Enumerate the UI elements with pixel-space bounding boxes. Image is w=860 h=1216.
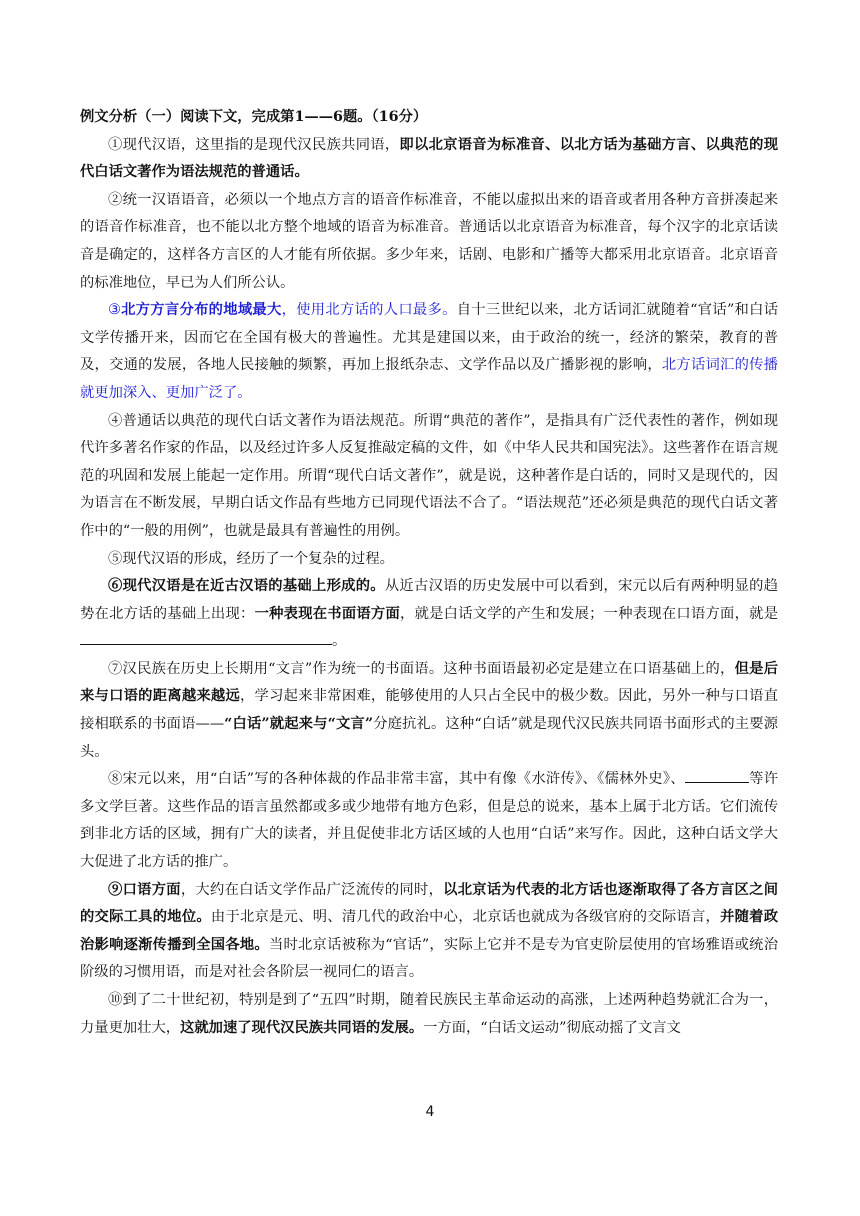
paragraph-8-text: ⑧宋元以来，用“白话”写的各种体裁的作品非常丰富，其中有像《水浒传》、《儒林外史》、 — [108, 771, 685, 788]
paragraph-9-bold: 以北京话为代表的北方话也逐渐取得了各方言区之间的交际工具的地位。 — [80, 881, 779, 926]
paragraph-7-text-3: 分庭抗礼。这种“白话”就是现代汉民族共同语书面形式的主要源头。 — [80, 716, 778, 760]
paragraph-3-blue-end: 北方话词汇的传播就更加深入、更加广泛了。 — [80, 357, 778, 401]
paragraph-9-text-3: 当时北京话被称为“官话”，实际上它并不是专为官吏阶层使用的官场雅语或统治阶级的习惯用语，而是对社会各阶层一视同仁的语言。 — [80, 936, 778, 981]
page-number: 4 — [425, 1104, 435, 1120]
paragraph-6-text-2: ，就是白话文学的产生和发展；一种表现在口语方面，就是 — [400, 605, 778, 622]
paragraph-7-text-2: ，学习起来非常困难，能够使用的人只占全民中的极少数。因此，另外一种与口语直接相联系的书面语—— — [80, 688, 778, 733]
paragraph-1-bold: 即以北京语音为标准音、以北方话为基础方言、以典范的现代白话文著作为语法规范的普通话。 — [80, 136, 778, 181]
paragraph-7-bold-2: “白话”就起来与“文言” — [224, 716, 374, 733]
paragraph-2: ②统一汉语语音，必须以一个地点方言的语音作标准音，不能以虚拟出来的语音或者用各种方音拼凑起来的语音作标准音，也不能以北方整个地域的语音为标准音。普通话以北京语音为标准音，每个汉字的北京话读音是确定的，这样各方言区的人才能有所依据。多少年来，话剧、电影和广播等大都采用北京语音。北京语音的标准地位，早已为人们所公认。 — [80, 191, 778, 291]
paragraph-10-text-2: 一方面，“白话文运动”彻底动摇了文言文 — [423, 1019, 681, 1036]
paragraph-7 — [80, 656, 778, 766]
paragraph-10 — [80, 987, 778, 1042]
paragraph-6-end: 。 — [332, 633, 347, 650]
paragraph-7-text: ⑦汉民族在历史上长期用“文言”作为统一的书面语。这种书面语最初必定是建立在口语基础上的， — [108, 660, 735, 677]
paragraph-3-blue-bold: 北方方言分布的地域最大 — [121, 302, 282, 319]
paragraph-6-bold: 一种表现在书面语方面 — [254, 605, 401, 622]
fill-in-blank-1[interactable] — [80, 630, 332, 645]
paragraph-9-text-2: 由于北京是元、明、清几代的政治中心，北京话也就成为各级官府的交际语言， — [210, 909, 721, 926]
paragraph-6-bold-lead: ⑥现代汉语是在近古汉语的基础上形成的。 — [108, 578, 385, 595]
paragraph-3-blue: ，使用北方话的人口最多。 — [281, 302, 457, 319]
paragraph-10-bold: 这就加速了现代汉民族共同语的发展。 — [180, 1019, 424, 1036]
paragraph-9 — [80, 877, 778, 987]
fill-in-blank-2[interactable] — [685, 768, 749, 783]
paragraph-3-number: ③ — [108, 302, 122, 319]
paragraph-9-bold-2: 并随着政治影响逐渐传播到全国各地。 — [80, 909, 778, 953]
paragraph-10-text: ⑩到了二十世纪初，特别是到了“五四”时期，随着民族民主革命运动的高涨，上述两种趋势就汇合为一，力量更加壮大， — [80, 992, 778, 1036]
paragraph-6 — [80, 573, 778, 656]
paragraph-9-bold-lead: ⑨口语方面 — [108, 881, 181, 898]
exercise-heading: 例文分析（一）阅读下文，完成第1——6题。（16分） — [80, 109, 428, 125]
paragraph-6-text: 从近古汉语的历史发展中可以看到，宋元以后有两种明显的趋势在北方话的基础上出现： — [80, 578, 779, 622]
paragraph-3 — [80, 297, 778, 407]
paragraph-4: ④普通话以典范的现代白话文著作为语法规范。所谓“典范的著作”，是指具有广泛代表性的著作，例如现代许多著名作家的作品，以及经过许多人反复推敲定稿的文件，如《中华人民共和国宪法》。这些著作在语言规范的巩固和发展上能起一定作用。所谓“现代白话文著作”，就是说，这种著作是白话的，同时又是现代的，因为语言在不断发展，早期白话文作品有些地方已同现代语法不合了。“语法规范”还必须是典范的现代白话文著作中的“一般的用例”，也就是最具有普遍性的用例。 — [80, 412, 778, 539]
paragraph-9-text: ，大约在白话文学作品广泛流传的同时， — [180, 881, 444, 898]
article-body — [80, 104, 778, 1042]
paragraph-5: ⑤现代汉语的形成，经历了一个复杂的过程。 — [108, 550, 394, 567]
paragraph-7-bold: 但是后来与口语的距离越来越远 — [80, 660, 778, 705]
paragraph-1-text: ①现代汉语，这里指的是现代汉民族共同语， — [108, 136, 400, 153]
paragraph-8 — [80, 766, 778, 876]
paragraph-1 — [80, 132, 778, 187]
paragraph-3-text: 自十三世纪以来，北方话词汇就随着“官话”和白话文学传播开来，因而它在全国有极大的普遍性。尤其是建国以来，由于政治的统一，经济的繁荣，教育的普及，交通的发展，各地人民接触的频繁，再加上报纸杂志、文学作品以及广播影视的影响， — [80, 302, 779, 374]
paragraph-8-text-2: 等许多文学巨著。这些作品的语言虽然都或多或少地带有地方色彩，但是总的说来，基本上属于北方话。它们流传到非北方话的区域，拥有广大的读者，并且促使非北方话区域的人也用“白话”来写作。因此，这种白话文学大大促进了北方话的推广。 — [80, 771, 778, 871]
